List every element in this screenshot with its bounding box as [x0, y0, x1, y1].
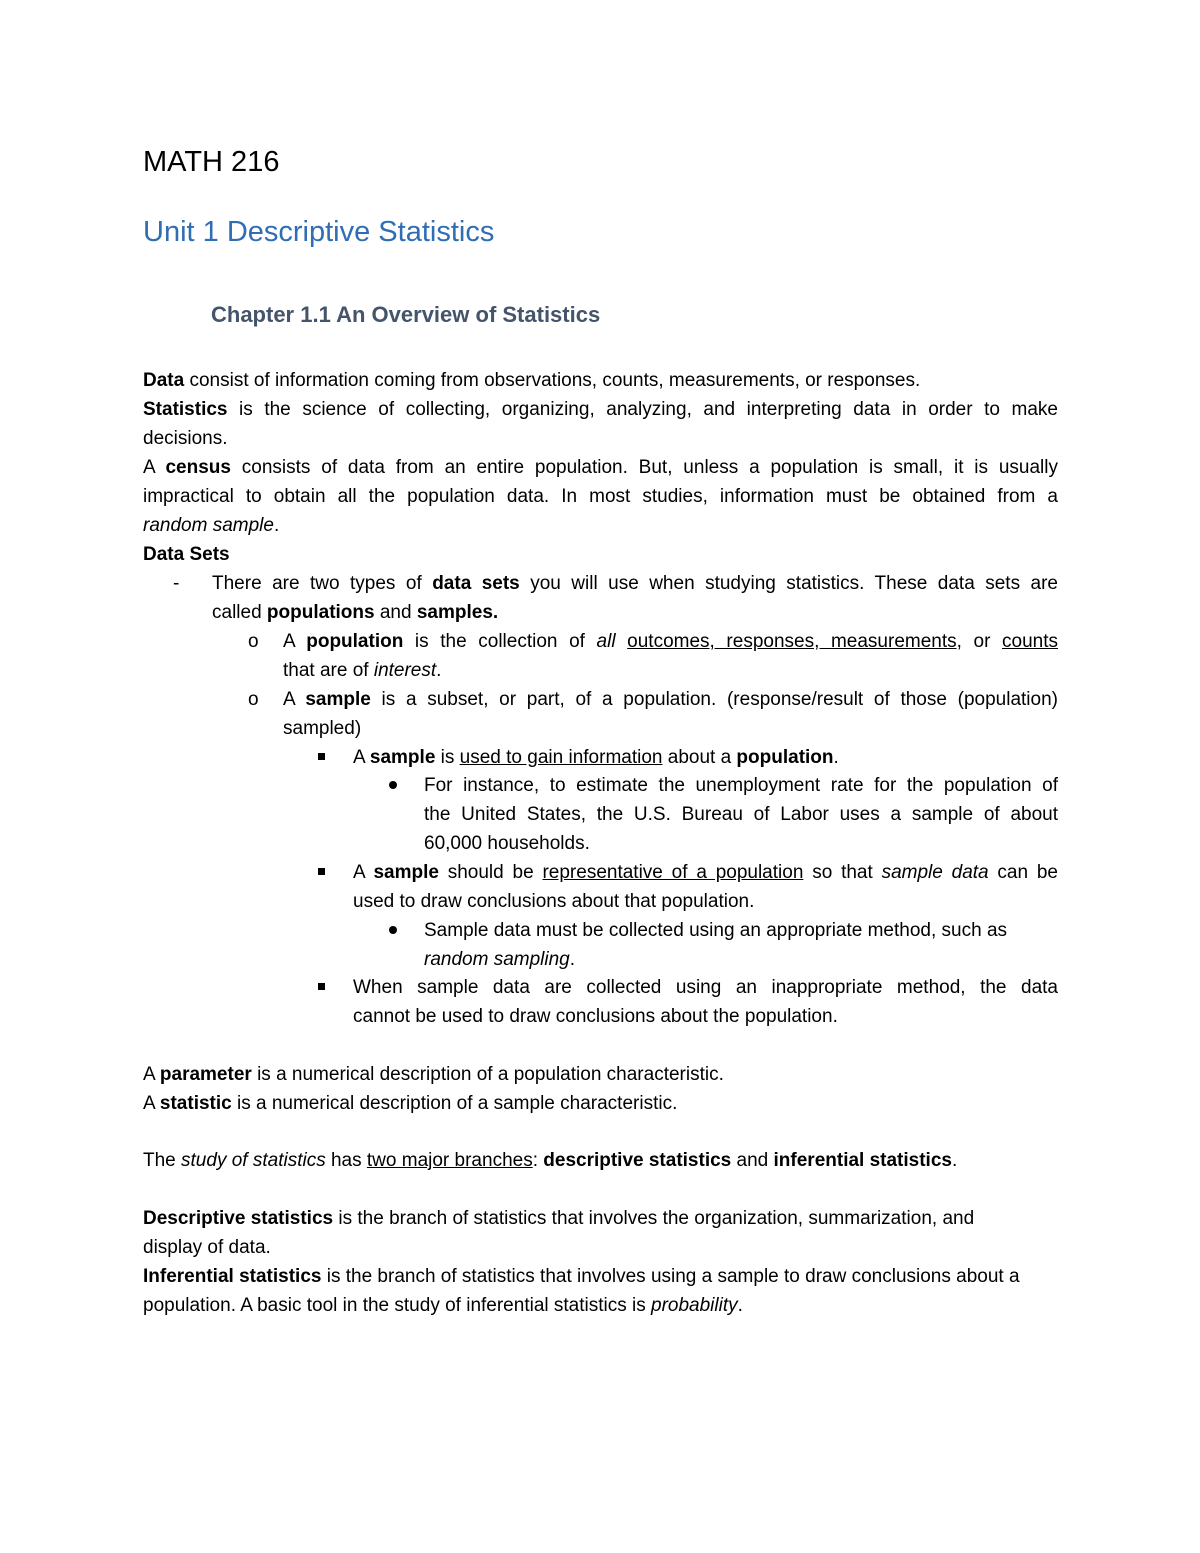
population-definition-cont: that are of interest. [283, 660, 442, 681]
population-definition: A population is the collection of all outcomes, responses, measurements, or counts [283, 631, 1059, 652]
census-definition: A census consists of data from an entire population. But, unless a population is small, it is usually [143, 457, 1059, 478]
descriptive-definition-cont: display of data. [143, 1237, 271, 1258]
square-bullet-icon [318, 983, 325, 990]
statistics-definition: Statistics is the science of collecting, organizing, analyzing, and interpreting data in order to make [143, 399, 1058, 420]
census-definition-end: random sample. [143, 515, 280, 536]
inappropriate-method-cont: cannot be used to draw conclusions about the population. [353, 1006, 838, 1027]
statistics-definition-cont: decisions. [143, 428, 228, 449]
sample-purpose: A sample is used to gain information about a population. [353, 747, 839, 768]
circle-bullet-icon: o [248, 689, 259, 710]
method-text-cont: random sampling. [424, 949, 576, 970]
census-definition-cont: impractical to obtain all the population data. In most studies, information must be obtained from a [143, 486, 1058, 507]
round-bullet-icon [389, 926, 397, 934]
sample-representative-cont: used to draw conclusions about that population. [353, 891, 755, 912]
example-text-end: 60,000 households. [424, 833, 590, 854]
descriptive-definition: Descriptive statistics is the branch of statistics that involves the organization, summarization, and [143, 1208, 975, 1229]
data-sets-heading: Data Sets [143, 544, 230, 565]
circle-bullet-icon: o [248, 631, 259, 652]
inappropriate-method: When sample data are collected using an inappropriate method, the data [353, 977, 1058, 998]
round-bullet-icon [389, 781, 397, 789]
chapter-heading: Chapter 1.1 An Overview of Statistics [211, 302, 601, 327]
list-item-cont: called populations and samples. [212, 602, 499, 623]
inferential-definition-cont: population. A basic tool in the study of inferential statistics is probability. [143, 1295, 743, 1316]
sample-definition-cont: sampled) [283, 718, 362, 739]
example-text: For instance, to estimate the unemployment rate for the population of [424, 775, 1058, 796]
data-definition: Data consist of information coming from observations, counts, measurements, or responses. [143, 370, 921, 391]
course-title: MATH 216 [143, 146, 280, 178]
method-text: Sample data must be collected using an appropriate method, such as [424, 920, 1008, 941]
square-bullet-icon [318, 868, 325, 875]
sample-definition: A sample is a subset, or part, of a population. (response/result of those (population) [283, 689, 1058, 710]
example-text-cont: the United States, the U.S. Bureau of Labor uses a sample of about [424, 804, 1058, 825]
parameter-definition: A parameter is a numerical description of a population characteristic. [143, 1064, 724, 1085]
sample-representative: A sample should be representative of a population so that sample data can be [353, 862, 1059, 883]
square-bullet-icon [318, 753, 325, 760]
inferential-definition: Inferential statistics is the branch of statistics that involves using a sample to draw conclusions about a [143, 1266, 1020, 1287]
unit-heading: Unit 1 Descriptive Statistics [143, 216, 495, 248]
list-item: There are two types of data sets you will use when studying statistics. These data sets are [212, 573, 1058, 594]
branches-text: The study of statistics has two major branches: descriptive statistics and inferential statistics. [143, 1150, 958, 1171]
dash-bullet-icon: - [173, 573, 180, 594]
statistic-definition: A statistic is a numerical description of a sample characteristic. [143, 1093, 678, 1114]
